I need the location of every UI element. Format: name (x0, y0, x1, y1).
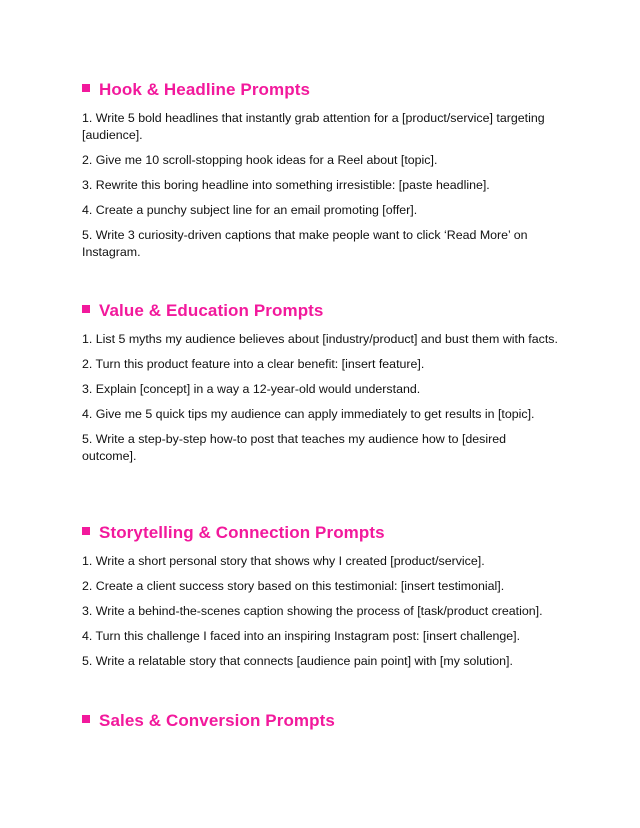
section-title: Sales & Conversion Prompts (99, 711, 335, 730)
section-heading (82, 78, 560, 102)
list-item: 2. Turn this product feature into a clear benefit: [insert feature]. (82, 357, 425, 371)
section-title: Hook & Headline Prompts (99, 80, 311, 99)
square-bullet-icon (82, 527, 90, 535)
list-item: 1. Write a short personal story that shows why I created [product/service]. (82, 554, 485, 568)
section-heading (82, 521, 560, 545)
section-heading (82, 299, 560, 323)
square-bullet-icon (82, 715, 90, 723)
square-bullet-icon (82, 84, 90, 92)
section-value-education (82, 299, 560, 473)
list-item: 2. Create a client success story based on this testimonial: [insert testimonial]. (82, 579, 505, 593)
list-item: 1. List 5 myths my audience believes about [industry/product] and bust them with facts. (82, 332, 558, 346)
list-item: 5. Write a relatable story that connects [audience pain point] with [my solution]. (82, 654, 513, 668)
section-hook-headline (82, 78, 560, 269)
section-title: Value & Education Prompts (99, 301, 324, 320)
list-item: 4. Give me 5 quick tips my audience can apply immediately to get results in [topic]. (82, 407, 535, 421)
list-item: 4. Create a punchy subject line for an email promoting [offer]. (82, 203, 418, 217)
list-item: 3. Write a behind-the-scenes caption showing the process of [task/product creation]. (82, 604, 543, 618)
list-item: 5. Write 3 curiosity-driven captions that make people want to click ‘Read More’ on Instagram. (82, 228, 528, 259)
section-storytelling-connection (82, 521, 560, 678)
square-bullet-icon (82, 305, 90, 313)
list-item: 3. Rewrite this boring headline into something irresistible: [paste headline]. (82, 178, 490, 192)
list-item: 4. Turn this challenge I faced into an inspiring Instagram post: [insert challenge]. (82, 629, 521, 643)
section-sales-conversion (82, 709, 560, 733)
list-item: 3. Explain [concept] in a way a 12-year-old would understand. (82, 382, 421, 396)
prompt-list (82, 553, 560, 670)
list-item: 5. Write a step-by-step how-to post that teaches my audience how to [desired outcome]. (82, 432, 507, 463)
section-heading (82, 709, 560, 733)
list-item: 2. Give me 10 scroll-stopping hook ideas for a Reel about [topic]. (82, 153, 438, 167)
prompt-list (82, 110, 560, 261)
list-item: 1. Write 5 bold headlines that instantly grab attention for a [product/service] targeting [audience]. (82, 111, 545, 142)
section-title: Storytelling & Connection Prompts (99, 523, 385, 542)
prompt-list (82, 331, 560, 465)
